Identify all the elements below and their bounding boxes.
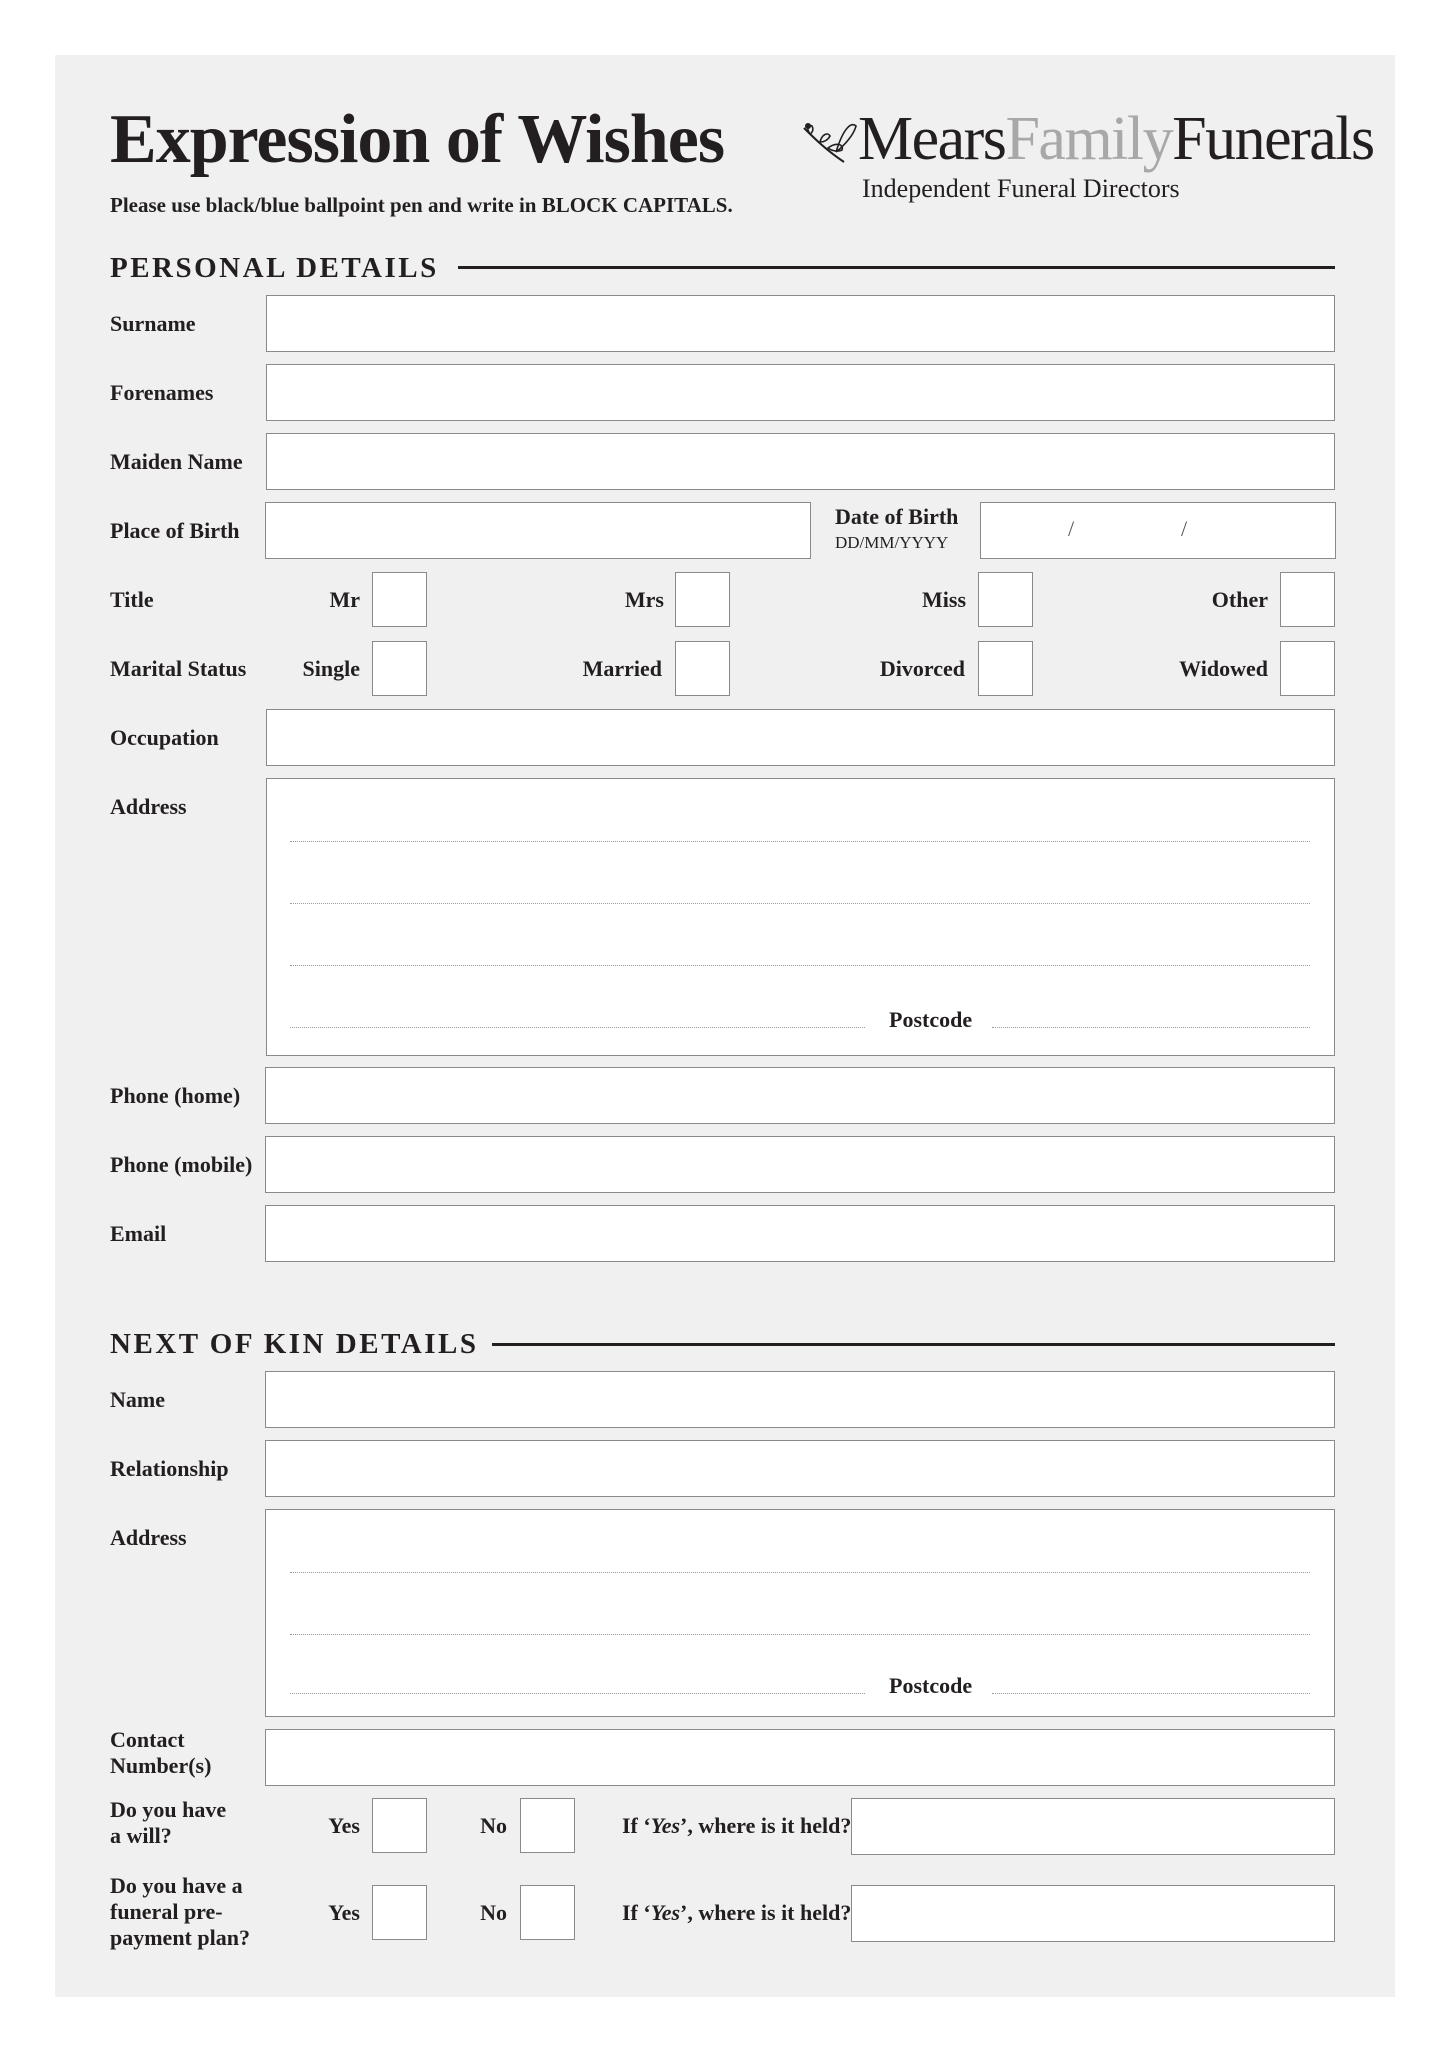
kin-address-field[interactable] bbox=[265, 1509, 1335, 1717]
plan-yes-label: Yes bbox=[328, 1900, 360, 1925]
postcode-line bbox=[992, 1693, 1310, 1694]
kin-postcode-label: Postcode bbox=[889, 1673, 973, 1698]
logo-wordmark bbox=[858, 105, 1374, 173]
marital-option-married-label: Married bbox=[582, 656, 662, 681]
email-field[interactable] bbox=[265, 1205, 1335, 1262]
kin-name-field[interactable] bbox=[265, 1371, 1335, 1428]
title-option-mr-label: Mr bbox=[329, 587, 360, 612]
marital-option-single-label: Single bbox=[302, 656, 360, 681]
occupation-label: Occupation bbox=[110, 725, 219, 750]
contact-numbers-label: Contact Number(s) bbox=[110, 1727, 212, 1778]
relationship-label: Relationship bbox=[110, 1456, 229, 1481]
logo-name-funerals: Funerals bbox=[1172, 105, 1374, 173]
plan-where-suffix: ’, where is it held? bbox=[680, 1900, 852, 1925]
date-of-birth-field[interactable] bbox=[980, 502, 1336, 559]
postcode-line bbox=[992, 1027, 1310, 1028]
postcode-label: Postcode bbox=[889, 1007, 973, 1032]
company-logo bbox=[800, 105, 1374, 208]
logo-tagline: Independent Funeral Directors bbox=[862, 174, 1180, 203]
title-option-miss-label: Miss bbox=[922, 587, 966, 612]
address-line bbox=[290, 1693, 865, 1694]
flower-sprig-icon bbox=[800, 120, 858, 170]
plan-question: Do you have a funeral pre-payment plan? bbox=[110, 1873, 250, 1950]
kin-address-label: Address bbox=[110, 1525, 187, 1550]
title-mrs-checkbox[interactable] bbox=[675, 572, 730, 627]
title-option-mrs-label: Mrs bbox=[624, 587, 664, 612]
logo-name-mears: Mears bbox=[858, 105, 1006, 173]
email-label: Email bbox=[110, 1221, 167, 1246]
plan-where-prefix: If ‘ bbox=[622, 1900, 651, 1925]
will-no-label: No bbox=[480, 1813, 507, 1838]
maiden-name-label: Maiden Name bbox=[110, 449, 243, 474]
address-line bbox=[290, 841, 1310, 842]
title-mr-checkbox[interactable] bbox=[372, 572, 427, 627]
address-line bbox=[290, 1027, 865, 1028]
will-question: Do you have a will? bbox=[110, 1797, 227, 1848]
plan-no-checkbox[interactable] bbox=[520, 1885, 575, 1940]
address-line bbox=[290, 1572, 1310, 1573]
phone-mobile-field[interactable] bbox=[265, 1136, 1335, 1193]
instructions: Please use black/blue ballpoint pen and write in BLOCK CAPITALS. bbox=[110, 193, 733, 217]
title-other-checkbox[interactable] bbox=[1280, 572, 1335, 627]
forenames-field[interactable] bbox=[266, 364, 1335, 421]
forenames-label: Forenames bbox=[110, 380, 214, 405]
dob-separator: / bbox=[1068, 516, 1075, 541]
section-rule bbox=[458, 266, 1335, 269]
relationship-field[interactable] bbox=[265, 1440, 1335, 1497]
maiden-name-field[interactable] bbox=[266, 433, 1335, 490]
page-title: Expression of Wishes bbox=[110, 101, 725, 178]
address-line bbox=[290, 1634, 1310, 1635]
will-location-label bbox=[622, 1813, 851, 1839]
marital-married-checkbox[interactable] bbox=[675, 641, 730, 696]
date-format-hint: DD/MM/YYYY bbox=[835, 533, 949, 552]
will-yes-label: Yes bbox=[328, 1813, 360, 1838]
will-no-checkbox[interactable] bbox=[520, 1798, 575, 1853]
section-rule bbox=[492, 1343, 1335, 1346]
next-of-kin-heading: NEXT OF KIN DETAILS bbox=[110, 1328, 479, 1360]
personal-details-heading: PERSONAL DETAILS bbox=[110, 252, 439, 284]
kin-name-label: Name bbox=[110, 1387, 165, 1412]
will-where-suffix: ’, where is it held? bbox=[680, 1813, 852, 1838]
address-line bbox=[290, 965, 1310, 966]
plan-where-emphasis: Yes bbox=[650, 1900, 681, 1925]
title-label: Title bbox=[110, 587, 154, 612]
marital-status-label: Marital Status bbox=[110, 656, 247, 681]
place-of-birth-label: Place of Birth bbox=[110, 518, 240, 543]
will-where-emphasis: Yes bbox=[650, 1813, 681, 1838]
marital-option-divorced-label: Divorced bbox=[879, 656, 965, 681]
phone-home-field[interactable] bbox=[265, 1067, 1335, 1124]
will-yes-checkbox[interactable] bbox=[372, 1798, 427, 1853]
dob-separator: / bbox=[1181, 516, 1188, 541]
surname-label: Surname bbox=[110, 311, 196, 336]
will-location-field[interactable] bbox=[851, 1798, 1335, 1855]
will-where-prefix: If ‘ bbox=[622, 1813, 651, 1838]
marital-single-checkbox[interactable] bbox=[372, 641, 427, 696]
phone-mobile-label: Phone (mobile) bbox=[110, 1152, 253, 1177]
marital-widowed-checkbox[interactable] bbox=[1280, 641, 1335, 696]
address-line bbox=[290, 903, 1310, 904]
address-label: Address bbox=[110, 794, 187, 819]
contact-numbers-field[interactable] bbox=[265, 1729, 1335, 1786]
marital-option-widowed-label: Widowed bbox=[1179, 656, 1268, 681]
date-of-birth-label: Date of Birth bbox=[835, 504, 959, 529]
title-miss-checkbox[interactable] bbox=[978, 572, 1033, 627]
plan-location-label bbox=[622, 1900, 851, 1926]
occupation-field[interactable] bbox=[266, 709, 1335, 766]
surname-field[interactable] bbox=[266, 295, 1335, 352]
plan-location-field[interactable] bbox=[851, 1885, 1335, 1942]
marital-divorced-checkbox[interactable] bbox=[978, 641, 1033, 696]
title-option-other-label: Other bbox=[1211, 587, 1268, 612]
logo-name-family: Family bbox=[1005, 105, 1173, 173]
plan-yes-checkbox[interactable] bbox=[372, 1885, 427, 1940]
plan-no-label: No bbox=[480, 1900, 507, 1925]
place-of-birth-field[interactable] bbox=[265, 502, 811, 559]
address-field[interactable] bbox=[266, 778, 1335, 1056]
phone-home-label: Phone (home) bbox=[110, 1083, 241, 1108]
